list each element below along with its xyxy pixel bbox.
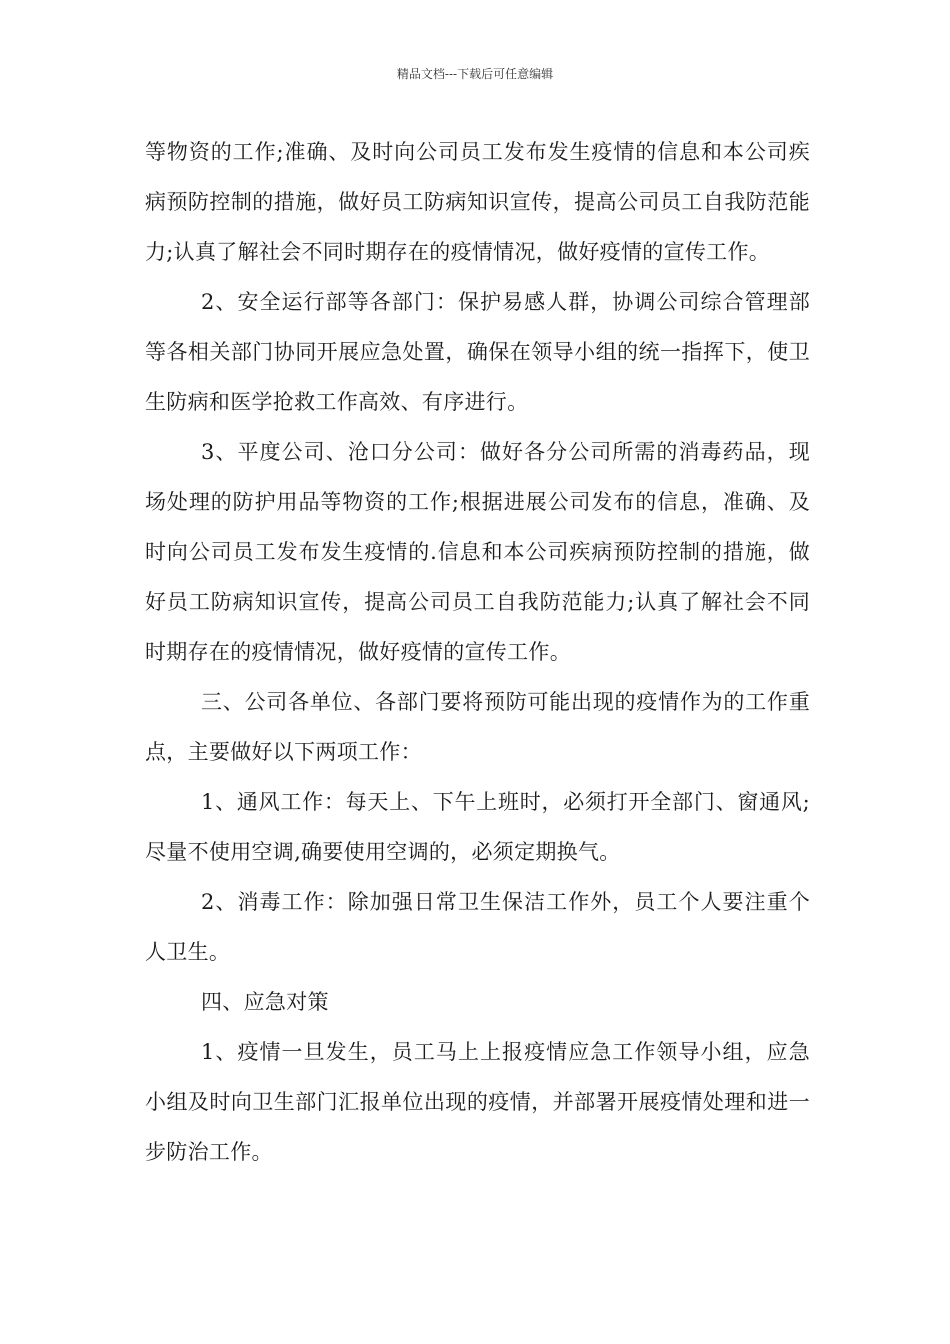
document-body — [145, 127, 810, 1177]
paragraph-6: 2、消毒工作：除加强日常卫生保洁工作外，员工个人要注重个人卫生。 — [145, 890, 810, 964]
paragraph-5: 1、通风工作：每天上、下午上班时，必须打开全部门、窗通风;尽量不使用空调,确要使用空调的，必须定期换气。 — [145, 790, 810, 864]
paragraph-3: 3、平度公司、沧口分公司：做好各分公司所需的消毒药品，现场处理的防护用品等物资的工作;根据进展公司发布的信息，准确、及时向公司员工发布发生疫情的.信息和本公司疾病预防控制的措施，做好员工防病知识宣传，提高公司员工自我防范能力;认真了解社会不同时期存在的疫情情况，做好疫情的宣传工作。 — [145, 440, 810, 664]
page-header: 精品文档---下载后可任意编辑 — [396, 67, 554, 81]
paragraph-8: 1、疫情一旦发生，员工马上上报疫情应急工作领导小组，应急小组及时向卫生部门汇报单位出现的疫情，并部署开展疫情处理和进一步防治工作。 — [145, 1040, 810, 1164]
section-heading-4: 四、应急对策 — [201, 990, 329, 1014]
paragraph-2: 2、安全运行部等各部门：保护易感人群，协调公司综合管理部等各相关部门协同开展应急处置，确保在领导小组的统一指挥下，使卫生防病和医学抢救工作高效、有序进行。 — [145, 290, 810, 414]
paragraph-1: 等物资的工作;准确、及时向公司员工发布发生疫情的信息和本公司疾病预防控制的措施，做好员工防病知识宣传，提高公司员工自我防范能力;认真了解社会不同时期存在的疫情情况，做好疫情的宣传工作。 — [145, 140, 810, 264]
paragraph-4: 三、公司各单位、各部门要将预防可能出现的疫情作为的工作重点，主要做好以下两项工作： — [145, 690, 810, 764]
